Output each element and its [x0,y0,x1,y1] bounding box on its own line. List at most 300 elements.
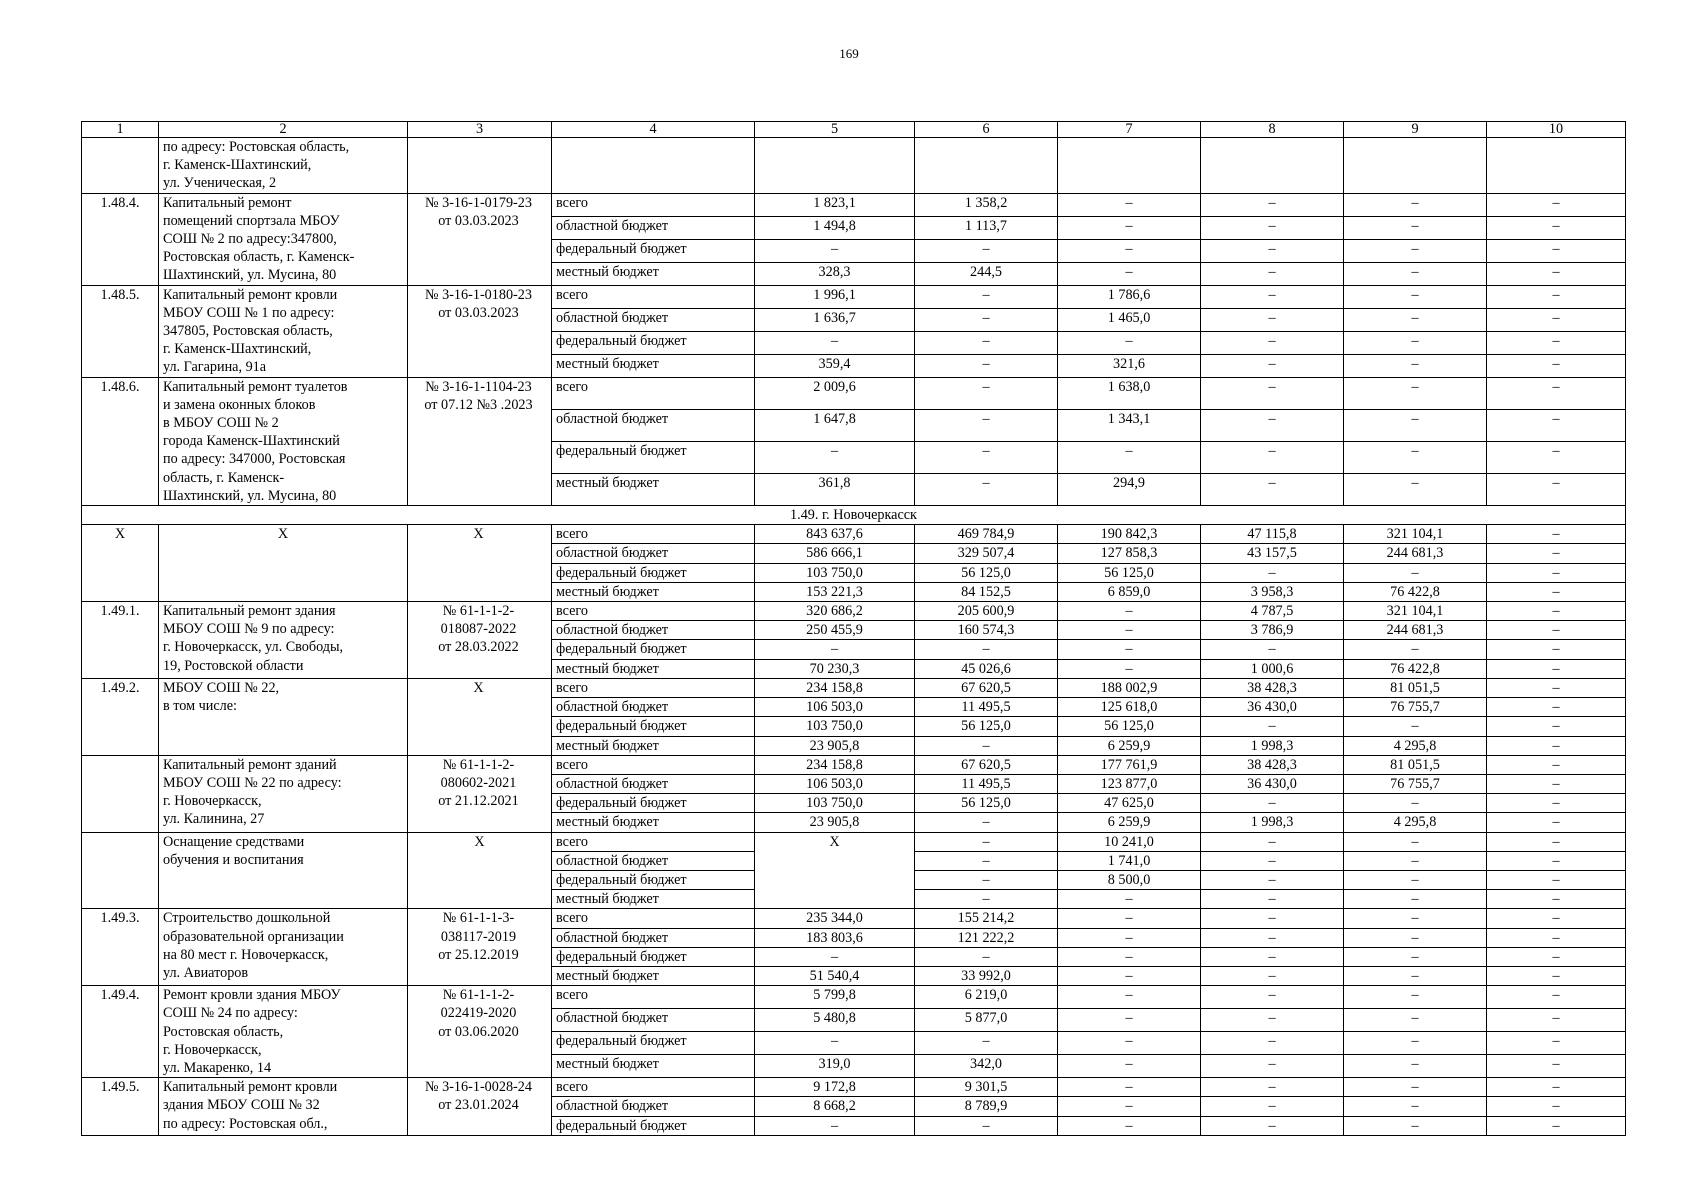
value-cell: – [1344,909,1487,928]
table-body [82,122,1626,1136]
value-cell: 51 540,4 [755,966,915,985]
object-name: Оснащение средствами обучения и воспитания [159,832,408,909]
object-name: Капитальный ремонт кровли здания МБОУ СОШ № 32 по адресу: Ростовская обл., [159,1078,408,1136]
object-name: Строительство дошкольной образовательной организации на 80 мест г. Новочеркасск, ул. Авиаторов [159,909,408,986]
continuation-row [82,138,1626,194]
budget-label: местный бюджет [552,354,755,377]
value-cell: – [1201,354,1344,377]
value-cell: – [1487,602,1626,621]
doc-number: № 61-1-1-2- 080602-2021 от 21.12.2021 [408,755,552,832]
value-cell: – [1487,544,1626,563]
value-cell: – [1201,794,1344,813]
value-cell: – [1344,890,1487,909]
budget-label: всего [552,909,755,928]
value-cell: 56 125,0 [915,717,1058,736]
value-cell: 188 002,9 [1058,678,1201,697]
value-cell: 56 125,0 [1058,563,1201,582]
value-cell: – [1487,285,1626,308]
value-cell: 190 842,3 [1058,525,1201,544]
value-cell: 70 230,3 [755,659,915,678]
value-cell: – [915,441,1058,473]
value-cell: – [915,851,1058,870]
value-cell: 6 859,0 [1058,582,1201,601]
value-cell: 321 104,1 [1344,525,1487,544]
value-cell: 1 358,2 [915,193,1058,216]
header-cell: 1 [82,122,159,138]
value-cell: – [1487,239,1626,262]
value-cell: 586 666,1 [755,544,915,563]
value-cell: – [1487,331,1626,354]
value-cell: – [1344,409,1487,441]
value-cell: – [1487,986,1626,1009]
value-cell: – [1487,640,1626,659]
value-cell: 3 786,9 [1201,621,1344,640]
value-cell: 23 905,8 [755,736,915,755]
value-cell: 121 222,2 [915,928,1058,947]
value-cell: 56 125,0 [915,794,1058,813]
value-cell: 1 465,0 [1058,308,1201,331]
value-cell: – [1487,774,1626,793]
value-cell: – [1344,193,1487,216]
value-cell: – [1487,563,1626,582]
object-name: по адресу: Ростовская область, г. Каменск-Шахтинский, ул. Ученическая, 2 [159,138,408,194]
row-number: 1.49.4. [82,986,159,1078]
value-cell: – [1487,794,1626,813]
value-cell: 33 992,0 [915,966,1058,985]
value-cell: – [1201,308,1344,331]
table-row [82,1078,1626,1097]
budget-label [552,138,755,194]
doc-number: № 3-16-1-1104-23 от 07.12 №3 .2023 [408,377,552,505]
value-cell: – [915,308,1058,331]
value-cell: 244,5 [915,262,1058,285]
value-cell: – [1058,1116,1201,1135]
value-cell: – [1487,890,1626,909]
value-cell: – [1344,1078,1487,1097]
table-row [82,832,1626,851]
value-cell: – [915,377,1058,409]
value-cell: – [1201,909,1344,928]
value-cell: – [1344,717,1487,736]
value-cell: – [915,409,1058,441]
budget-label: областной бюджет [552,928,755,947]
value-cell: – [1344,377,1487,409]
budget-label: областной бюджет [552,216,755,239]
value-cell: 84 152,5 [915,582,1058,601]
value-cell: – [1344,308,1487,331]
value-cell: – [1201,986,1344,1009]
value-cell: – [915,640,1058,659]
value-cell: – [755,1032,915,1055]
value-cell: 11 495,5 [915,774,1058,793]
value-cell: – [1487,736,1626,755]
doc-number: № 3-16-1-0180-23 от 03.03.2023 [408,285,552,377]
value-cell: 342,0 [915,1055,1058,1078]
value-cell: – [755,239,915,262]
value-cell: – [1487,354,1626,377]
doc-number: Х [408,832,552,909]
budget-label: федеральный бюджет [552,239,755,262]
value-cell: 6 219,0 [915,986,1058,1009]
value-cell: – [1344,1009,1487,1032]
header-cell: 7 [1058,122,1201,138]
value-cell: – [915,285,1058,308]
value-cell: 321 104,1 [1344,602,1487,621]
value-cell: 103 750,0 [755,717,915,736]
value-cell: – [1487,755,1626,774]
budget-label: всего [552,193,755,216]
budget-label: федеральный бюджет [552,870,755,889]
object-name: Х [159,525,408,602]
value-cell: 103 750,0 [755,563,915,582]
value-cell: – [915,813,1058,832]
value-cell: 8 668,2 [755,1097,915,1116]
value-cell: 250 455,9 [755,621,915,640]
value-cell: 1 343,1 [1058,409,1201,441]
value-cell: 76 422,8 [1344,659,1487,678]
value-cell: – [1201,717,1344,736]
value-cell: 125 618,0 [1058,698,1201,717]
value-cell: – [1487,851,1626,870]
budget-label: местный бюджет [552,473,755,505]
value-cell: 56 125,0 [1058,717,1201,736]
value-cell: – [1201,1116,1344,1135]
value-cell: – [1344,1032,1487,1055]
budget-label: местный бюджет [552,813,755,832]
budget-label: федеральный бюджет [552,947,755,966]
doc-number [408,138,552,194]
header-cell: 6 [915,122,1058,138]
value-cell: – [1058,441,1201,473]
budget-label: федеральный бюджет [552,1116,755,1135]
value-cell: 321,6 [1058,354,1201,377]
value-cell: – [1487,193,1626,216]
value-cell: – [1058,193,1201,216]
value-cell: – [755,331,915,354]
value-cell: – [1201,1032,1344,1055]
row-number: 1.48.4. [82,193,159,285]
value-cell: 23 905,8 [755,813,915,832]
value-cell: – [1201,193,1344,216]
value-cell: – [915,331,1058,354]
value-cell: 160 574,3 [915,621,1058,640]
value-cell: – [1058,216,1201,239]
value-cell: – [915,736,1058,755]
value-cell: 183 803,6 [755,928,915,947]
value-cell: – [1201,331,1344,354]
value-cell: 177 761,9 [1058,755,1201,774]
row-number [82,832,159,909]
table-row [82,678,1626,697]
budget-label: всего [552,832,755,851]
value-cell: – [1487,832,1626,851]
doc-number: № 61-1-1-2- 022419-2020 от 03.06.2020 [408,986,552,1078]
value-cell: – [1487,582,1626,601]
value-cell: – [1487,870,1626,889]
table-row [82,285,1626,308]
value-cell: 1 494,8 [755,216,915,239]
value-cell: – [915,354,1058,377]
table-row [82,377,1626,409]
value-cell: 205 600,9 [915,602,1058,621]
budget-label: местный бюджет [552,890,755,909]
value-cell: – [1487,678,1626,697]
table-row [82,986,1626,1009]
budget-label: областной бюджет [552,621,755,640]
header-cell: 9 [1344,122,1487,138]
value-cell: – [1058,1032,1201,1055]
value-cell: – [1201,1097,1344,1116]
value-cell: – [1487,1097,1626,1116]
value-cell: 11 495,5 [915,698,1058,717]
value-cell: – [1058,640,1201,659]
value-cell: – [1201,377,1344,409]
object-name: Капитальный ремонт помещений спортзала МБОУ СОШ № 2 по адресу:347800, Ростовская область, г. Каменск- Шахтинский, ул. Мусина, 80 [159,193,408,285]
budget-label: местный бюджет [552,966,755,985]
value-cell: – [755,947,915,966]
value-cell: 4 787,5 [1201,602,1344,621]
doc-number: Х [408,525,552,602]
value-cell: Х [755,832,915,909]
value-cell: – [915,1116,1058,1135]
doc-number: № 3-16-1-0179-23 от 03.03.2023 [408,193,552,285]
value-cell: 3 958,3 [1201,582,1344,601]
value-cell: – [915,832,1058,851]
budget-label: местный бюджет [552,1055,755,1078]
budget-label: местный бюджет [552,736,755,755]
value-cell: – [1487,409,1626,441]
value-cell: – [1344,986,1487,1009]
value-cell: – [1487,1009,1626,1032]
row-number: Х [82,525,159,602]
value-cell: 9 172,8 [755,1078,915,1097]
value-cell: 1 998,3 [1201,813,1344,832]
value-cell: – [755,441,915,473]
value-cell: – [1344,832,1487,851]
value-cell: – [1487,621,1626,640]
table-row [82,602,1626,621]
value-cell: – [915,473,1058,505]
value-cell: 234 158,8 [755,755,915,774]
budget-label: местный бюджет [552,659,755,678]
header-cell: 4 [552,122,755,138]
object-name: Капитальный ремонт зданий МБОУ СОШ № 22 по адресу: г. Новочеркасск, ул. Калинина, 27 [159,755,408,832]
value-cell: 8 500,0 [1058,870,1201,889]
value-cell: – [1058,1097,1201,1116]
value-cell: – [1201,966,1344,985]
value-cell: 5 877,0 [915,1009,1058,1032]
value-cell: 47 625,0 [1058,794,1201,813]
value-cell: – [1487,308,1626,331]
value-cell: – [1344,1116,1487,1135]
value-cell: 1 823,1 [755,193,915,216]
budget-label: областной бюджет [552,1097,755,1116]
value-cell [1201,138,1344,194]
doc-number: № 3-16-1-0028-24 от 23.01.2024 [408,1078,552,1136]
value-cell: – [1058,966,1201,985]
value-cell: – [1487,1078,1626,1097]
object-name: Капитальный ремонт туалетов и замена оконных блоков в МБОУ СОШ № 2 города Каменск-Шахтинский по адресу: 347000, Ростовская область, г. Каменск- Шахтинский, ул. Мусина, 80 [159,377,408,505]
value-cell: – [1201,1078,1344,1097]
value-cell: 843 637,6 [755,525,915,544]
value-cell: – [1201,473,1344,505]
value-cell: 1 113,7 [915,216,1058,239]
value-cell: 5 799,8 [755,986,915,1009]
table-row [82,909,1626,928]
value-cell: – [1487,216,1626,239]
value-cell: – [1344,851,1487,870]
value-cell: 244 681,3 [1344,621,1487,640]
row-number [82,138,159,194]
row-number: 1.48.5. [82,285,159,377]
value-cell: – [1344,473,1487,505]
value-cell: – [915,947,1058,966]
value-cell: 4 295,8 [1344,813,1487,832]
object-name: Капитальный ремонт здания МБОУ СОШ № 9 по адресу: г. Новочеркасск, ул. Свободы, 19, Ростовской области [159,602,408,679]
budget-label: федеральный бюджет [552,441,755,473]
value-cell: 36 430,0 [1201,698,1344,717]
budget-label: федеральный бюджет [552,563,755,582]
value-cell: – [1058,1078,1201,1097]
value-cell: – [1487,262,1626,285]
value-cell: 1 786,6 [1058,285,1201,308]
value-cell: 36 430,0 [1201,774,1344,793]
value-cell: 359,4 [755,354,915,377]
value-cell [1487,138,1626,194]
value-cell: 56 125,0 [915,563,1058,582]
value-cell: – [1487,813,1626,832]
budget-label: местный бюджет [552,582,755,601]
value-cell: – [1201,262,1344,285]
value-cell: – [1344,870,1487,889]
row-number: 1.49.2. [82,678,159,755]
value-cell: 1 998,3 [1201,736,1344,755]
value-cell: 43 157,5 [1201,544,1344,563]
value-cell: 4 295,8 [1344,736,1487,755]
value-cell: 106 503,0 [755,774,915,793]
value-cell: 329 507,4 [915,544,1058,563]
value-cell: 76 755,7 [1344,774,1487,793]
value-cell: – [1487,717,1626,736]
value-cell: – [1058,262,1201,285]
value-cell: – [1344,947,1487,966]
value-cell: 81 051,5 [1344,678,1487,697]
value-cell: – [755,640,915,659]
row-number: 1.48.6. [82,377,159,505]
value-cell: 45 026,6 [915,659,1058,678]
value-cell: – [1487,909,1626,928]
value-cell: 67 620,5 [915,678,1058,697]
value-cell: – [1201,947,1344,966]
value-cell: – [1487,966,1626,985]
budget-label: всего [552,986,755,1009]
value-cell: 244 681,3 [1344,544,1487,563]
value-cell: – [1201,239,1344,262]
value-cell: 8 789,9 [915,1097,1058,1116]
value-cell: – [755,1116,915,1135]
value-cell: 1 638,0 [1058,377,1201,409]
value-cell: – [1201,1055,1344,1078]
value-cell: 1 000,6 [1201,659,1344,678]
table-row [82,193,1626,216]
value-cell: 10 241,0 [1058,832,1201,851]
value-cell: 6 259,9 [1058,736,1201,755]
value-cell: – [1487,1055,1626,1078]
header-row [82,122,1626,138]
value-cell: – [1344,928,1487,947]
budget-label: областной бюджет [552,1009,755,1032]
value-cell: – [1487,947,1626,966]
value-cell: 103 750,0 [755,794,915,813]
budget-label: всего [552,285,755,308]
budget-label: всего [552,678,755,697]
value-cell: – [1058,331,1201,354]
row-number: 1.49.5. [82,1078,159,1136]
value-cell: 81 051,5 [1344,755,1487,774]
value-cell: 9 301,5 [915,1078,1058,1097]
value-cell: 294,9 [1058,473,1201,505]
value-cell: – [915,890,1058,909]
budget-label: всего [552,1078,755,1097]
budget-label: всего [552,377,755,409]
value-cell: – [1201,640,1344,659]
value-cell: – [1058,1009,1201,1032]
value-cell [755,138,915,194]
value-cell: – [1344,441,1487,473]
budget-label: всего [552,755,755,774]
table-row [82,525,1626,544]
value-cell: – [1487,1032,1626,1055]
budget-label: областной бюджет [552,409,755,441]
value-cell: 1 636,7 [755,308,915,331]
value-cell: – [1058,239,1201,262]
budget-label: федеральный бюджет [552,717,755,736]
value-cell: 106 503,0 [755,698,915,717]
budget-label: всего [552,525,755,544]
value-cell: 127 858,3 [1058,544,1201,563]
value-cell: 469 784,9 [915,525,1058,544]
value-cell: – [1487,473,1626,505]
value-cell: – [1058,947,1201,966]
value-cell: 320 686,2 [755,602,915,621]
budget-label: федеральный бюджет [552,1032,755,1055]
value-cell: – [1487,441,1626,473]
value-cell: 6 259,9 [1058,813,1201,832]
section-row [82,506,1626,525]
doc-number: № 61-1-1-2- 018087-2022 от 28.03.2022 [408,602,552,679]
budget-label: областной бюджет [552,544,755,563]
header-cell: 3 [408,122,552,138]
value-cell: – [1487,698,1626,717]
value-cell: – [1201,1009,1344,1032]
object-name: Капитальный ремонт кровли МБОУ СОШ № 1 по адресу: 347805, Ростовская область, г. Каменск-Шахтинский, ул. Гагарина, 91а [159,285,408,377]
section-title: 1.49. г. Новочеркасск [82,506,1626,525]
value-cell [915,138,1058,194]
header-cell: 10 [1487,122,1626,138]
value-cell: – [1344,966,1487,985]
budget-label: федеральный бюджет [552,331,755,354]
budget-label: федеральный бюджет [552,794,755,813]
value-cell: – [1487,377,1626,409]
value-cell: 2 009,6 [755,377,915,409]
value-cell: – [1344,262,1487,285]
value-cell: 155 214,2 [915,909,1058,928]
value-cell: – [1344,640,1487,659]
value-cell: – [1344,794,1487,813]
value-cell: 361,8 [755,473,915,505]
budget-label: федеральный бюджет [552,640,755,659]
value-cell: – [1201,409,1344,441]
